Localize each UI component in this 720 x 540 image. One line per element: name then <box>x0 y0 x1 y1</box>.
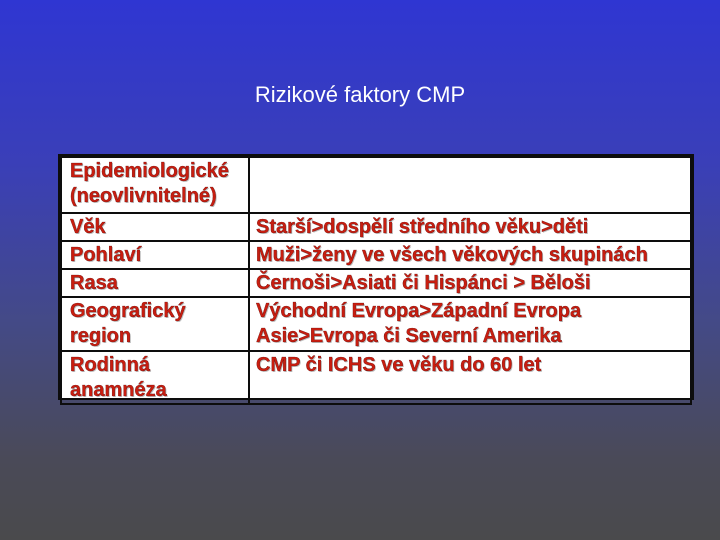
table-row <box>61 213 691 241</box>
description-cell <box>249 297 691 351</box>
factor-label: Rasa <box>70 272 118 294</box>
table-row <box>61 269 691 297</box>
factor-label: Pohlaví <box>70 244 142 266</box>
table-row <box>61 241 691 269</box>
factor-label: anamnéza <box>70 379 167 401</box>
header-line-1: Epidemiologické <box>70 160 229 182</box>
table-row <box>61 297 691 351</box>
factor-label: Geografický <box>70 300 186 322</box>
description-text: CMP či ICHS ve věku do 60 let <box>256 354 542 376</box>
description-cell <box>249 269 691 297</box>
factor-label: Věk <box>70 216 106 238</box>
factor-cell <box>61 213 249 241</box>
header-cell-empty <box>249 157 691 213</box>
factor-label: Rodinná <box>70 354 150 376</box>
description-text: Východní Evropa>Západní Evropa <box>256 300 582 322</box>
factor-cell <box>61 297 249 351</box>
description-text: Černoši>Asiati či Hispánci > Běloši <box>256 272 591 294</box>
factor-cell <box>61 269 249 297</box>
factor-label: region <box>70 325 132 347</box>
description-cell <box>249 213 691 241</box>
factor-cell <box>61 351 249 404</box>
risk-factors-table <box>58 154 694 400</box>
description-text: Asie>Evropa či Severní Amerika <box>256 325 562 347</box>
slide-title: Rizikové faktory CMP <box>254 82 466 107</box>
table-header-row <box>61 157 691 213</box>
table-row <box>61 351 691 404</box>
description-text: Starší>dospělí středního věku>děti <box>256 216 589 238</box>
factor-cell <box>61 241 249 269</box>
description-text: Muži>ženy ve všech věkových skupinách <box>256 244 648 266</box>
header-line-2: (neovlivnitelné) <box>70 185 217 207</box>
description-cell <box>249 241 691 269</box>
header-cell-category <box>61 157 249 213</box>
description-cell <box>249 351 691 404</box>
